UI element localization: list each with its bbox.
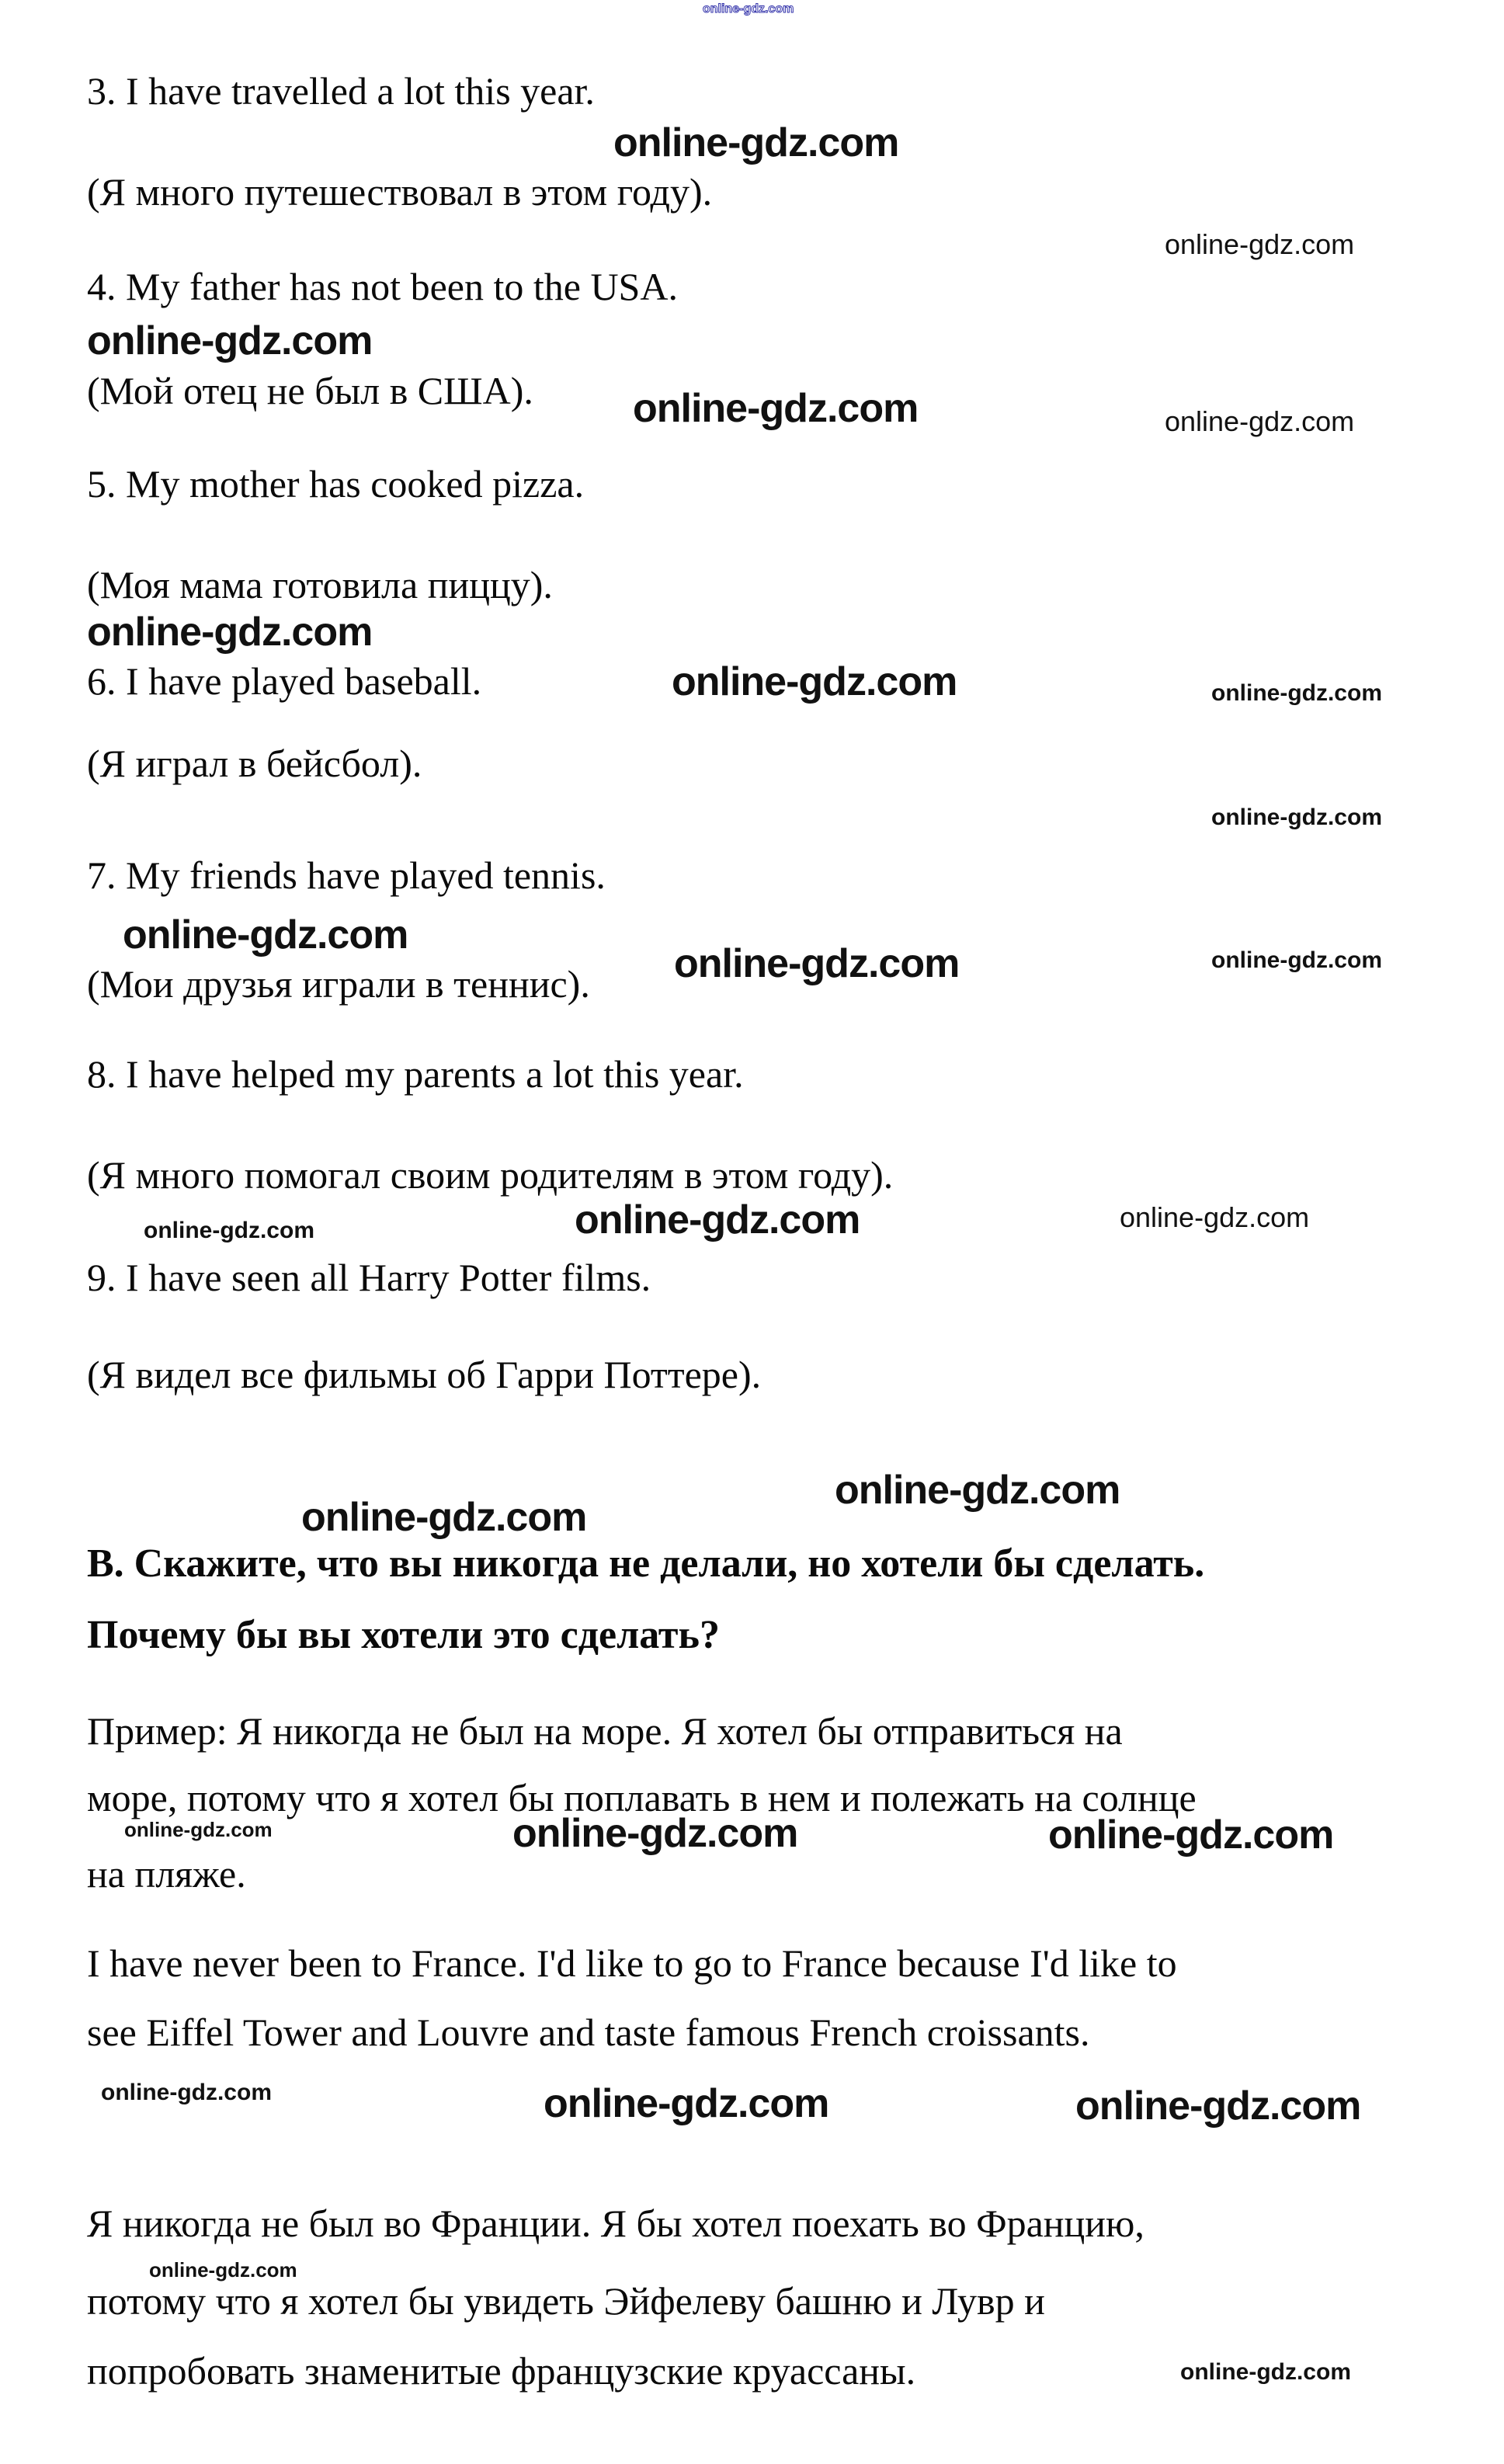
sentence-3-en: 3. I have travelled a lot this year.: [87, 69, 595, 113]
watermark: online-gdz.com: [1165, 228, 1355, 260]
watermark: online-gdz.com: [633, 386, 919, 431]
watermark: online-gdz.com: [575, 1197, 860, 1242]
watermark: online-gdz.com: [1165, 405, 1355, 437]
watermark: online-gdz.com: [1211, 805, 1382, 830]
watermark: online-gdz.com: [544, 2081, 829, 2126]
watermark: online-gdz.com: [101, 2080, 272, 2105]
sentence-7-ru: (Мои друзья играли в теннис).: [87, 962, 590, 1006]
sentence-5-en: 5. My mother has cooked pizza.: [87, 462, 585, 506]
sentence-8-en: 8. I have helped my parents a lot this year.: [87, 1052, 744, 1096]
watermark: online-gdz.com: [1048, 1812, 1334, 1858]
watermark: online-gdz.com: [674, 941, 960, 986]
sentence-6-en: 6. I have played baseball.: [87, 659, 482, 703]
answer-ru-line-1: Я никогда не был во Франции. Я бы хотел поехать во Францию,: [87, 2202, 1144, 2245]
watermark: online-gdz.com: [1075, 2083, 1361, 2129]
example-line-1: Пример: Я никогда не был на море. Я хотел бы отправиться на: [87, 1709, 1123, 1753]
sentence-4-ru: (Мой отец не был в США).: [87, 369, 533, 412]
watermark: online-gdz.com: [1211, 680, 1382, 706]
watermark: online-gdz.com: [124, 1818, 273, 1841]
watermark: online-gdz.com: [1180, 2359, 1351, 2385]
watermark: online-gdz.com: [672, 659, 957, 704]
watermark: online-gdz.com: [144, 1218, 314, 1243]
watermark: online-gdz.com: [1211, 947, 1382, 973]
watermark: online-gdz.com: [301, 1495, 587, 1540]
watermark: online-gdz.com: [512, 1811, 798, 1856]
task-b-heading-line-1: В. Скажите, что вы никогда не делали, но хотели бы сделать.: [87, 1541, 1205, 1586]
answer-ru-line-2: потому что я хотел бы увидеть Эйфелеву башню и Лувр и: [87, 2279, 1045, 2323]
task-b-heading-line-2: Почему бы вы хотели это сделать?: [87, 1613, 720, 1657]
watermark: online-gdz.com: [149, 2258, 297, 2282]
sentence-4-en: 4. My father has not been to the USA.: [87, 265, 678, 308]
answer-en-line-1: I have never been to France. I'd like to go to France because I'd like to: [87, 1941, 1177, 1985]
sentence-9-en: 9. I have seen all Harry Potter films.: [87, 1256, 651, 1299]
sentence-3-ru: (Я много путешествовал в этом году).: [87, 170, 713, 214]
sentence-5-ru: (Моя мама готовила пиццу).: [87, 563, 553, 606]
watermark: online-gdz.com: [123, 912, 408, 957]
watermark: online-gdz.com: [87, 610, 373, 655]
sentence-8-ru: (Я много помогал своим родителям в этом году).: [87, 1153, 894, 1197]
sentence-7-en: 7. My friends have played tennis.: [87, 853, 606, 897]
sentence-6-ru: (Я играл в бейсбол).: [87, 742, 422, 785]
answer-ru-line-3: попробовать знаменитые французские круассаны.: [87, 2349, 916, 2393]
watermark: online-gdz.com: [835, 1468, 1120, 1513]
watermark-top-outline: online-gdz.com: [703, 2, 794, 16]
sentence-9-ru: (Я видел все фильмы об Гарри Поттере).: [87, 1353, 762, 1396]
watermark: online-gdz.com: [87, 318, 373, 363]
example-line-2: море, потому что я хотел бы поплавать в нем и полежать на солнце: [87, 1776, 1197, 1819]
watermark: online-gdz.com: [613, 120, 899, 165]
watermark: online-gdz.com: [1120, 1201, 1310, 1233]
answer-en-line-2: see Eiffel Tower and Louvre and taste famous French croissants.: [87, 2010, 1090, 2054]
example-line-3: на пляже.: [87, 1852, 246, 1896]
